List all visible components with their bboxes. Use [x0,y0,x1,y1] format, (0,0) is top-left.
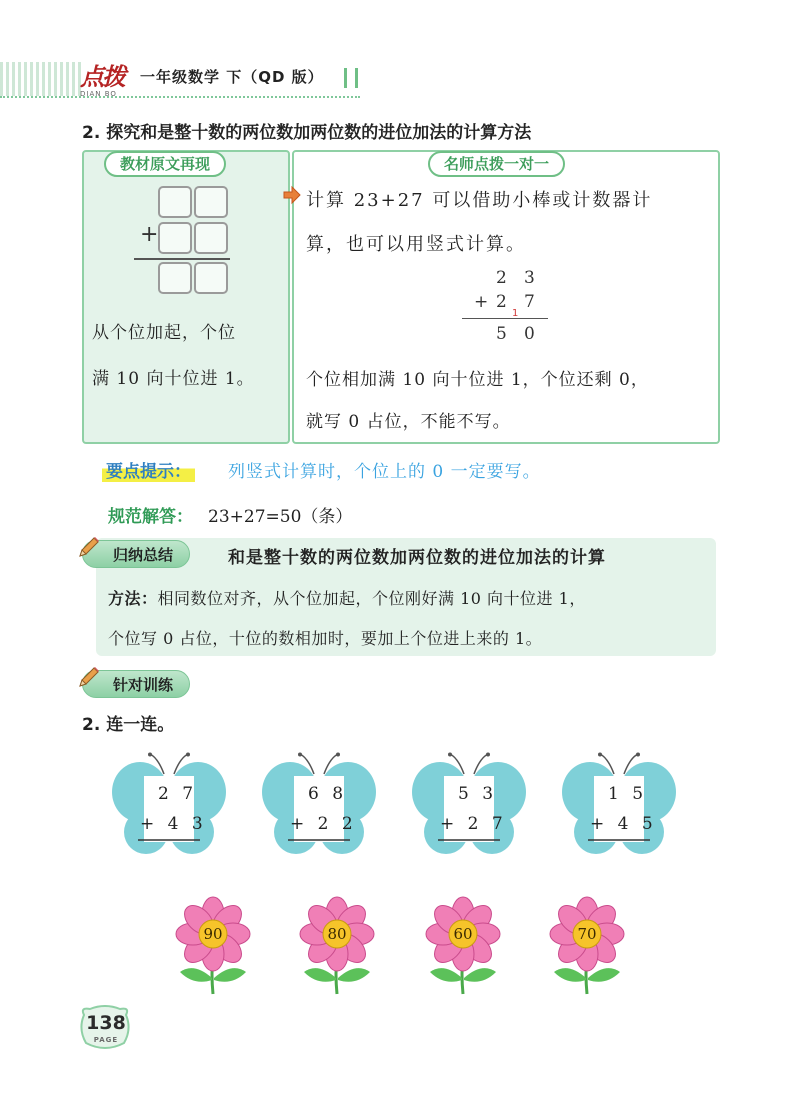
addend-top: 1 5 [608,784,648,804]
butterfly-card[interactable] [562,752,676,862]
tip-para2-line1: 个位相加满 10 向十位进 1，个位还剩 0， [306,370,649,390]
grid-cell [194,186,228,218]
key-point-text: 列竖式计算时，个位上的 0 一定要写。 [228,462,541,482]
logo-pinyin: DIAN BO [80,90,117,98]
answer-text: 23+27=50（条） [208,507,353,527]
flower-icon [298,896,376,996]
calc-line [462,318,548,319]
summary-line-2-text: 相同数位对齐，从个位加起，个位刚好满 10 向十位进 1， [157,589,586,608]
calc-top-tens: 2 [496,268,507,288]
butterfly-card[interactable] [412,752,526,862]
butterfly-icon [262,752,376,862]
calc-mid-ones: 7 [524,292,535,312]
addend-bottom: + 4 5 [590,814,657,834]
publisher-logo [80,57,136,101]
grid-cell [158,262,192,294]
flower-card[interactable] [424,896,502,996]
header-stripes [0,62,82,96]
grid-cell [194,222,228,254]
flower-icon [174,896,252,996]
textbook-tag: 教材原文再现 [104,151,226,177]
page-number: 138 [86,1012,126,1034]
butterfly-icon [412,752,526,862]
summary-badge-label: 归纳总结 [113,546,174,564]
teacher-tag: 名师点拨一对一 [428,151,565,177]
flower-icon [424,896,502,996]
calc-res-ones: 0 [524,324,535,344]
header-bars [344,68,358,88]
flower-card[interactable] [298,896,376,996]
addend-top: 2 7 [158,784,198,804]
summary-line-3: 个位写 0 占位，十位的数相加时，要加上个位进上来的 1。 [108,629,543,648]
flower-number: 60 [453,925,473,943]
tip-para2-line2: 就写 0 占位，不能不写。 [306,412,511,432]
summary-line-1: 和是整十数的两位数加两位数的进位加法的计算 [228,548,606,568]
addend-bottom: + 2 2 [290,814,357,834]
flower-number: 70 [577,925,597,943]
key-point-label: 要点提示： [102,457,195,482]
calc-res-tens: 5 [496,324,507,344]
calc-carry: 1 [512,308,519,319]
addend-top: 6 8 [308,784,348,804]
addend-bottom: + 4 3 [140,814,207,834]
butterfly-icon [112,752,226,862]
grid-cell [158,186,192,218]
book-title: 一年级数学 下（QD 版） [140,68,324,86]
flower-card[interactable] [174,896,252,996]
flower-card[interactable] [548,896,626,996]
addend-bottom: + 2 7 [440,814,507,834]
calc-top-ones: 3 [524,268,535,288]
tip-para1-line1: 计算 23+27 可以借助小棒或计数器计 [306,190,653,211]
logo-text: 点拨 [80,62,124,91]
practice-badge-label: 针对训练 [113,676,174,694]
summary-line-2 [108,586,586,609]
butterfly-icon [562,752,676,862]
calc-mid-tens: 2 [496,292,507,312]
butterfly-card[interactable] [262,752,376,862]
flower-number: 90 [203,925,223,943]
sum-line [134,258,230,260]
summary-method-label: 方法： [108,589,158,608]
tip-para1-line2: 算，也可以用竖式计算。 [306,234,526,255]
calc-plus: + [474,292,489,312]
plus-sign: + [140,222,159,247]
page-label: PAGE [93,1036,119,1044]
textbook-line-1: 从个位加起，个位 [92,323,236,343]
arrow-pointer-icon [282,185,302,205]
practice-question: 2. 连一连。 [82,715,175,735]
flower-icon [548,896,626,996]
grid-cell [194,262,228,294]
answer-label: 规范解答： [108,507,193,527]
flower-number: 80 [327,925,347,943]
pencil-icon [76,664,102,690]
header-divider [0,96,360,98]
section-heading: 2. 探究和是整十数的两位数加两位数的进位加法的计算方法 [82,123,532,143]
pencil-icon [76,534,102,560]
grid-cell [158,222,192,254]
addend-top: 5 3 [458,784,498,804]
butterfly-card[interactable] [112,752,226,862]
textbook-line-2: 满 10 向十位进 1。 [92,369,255,389]
